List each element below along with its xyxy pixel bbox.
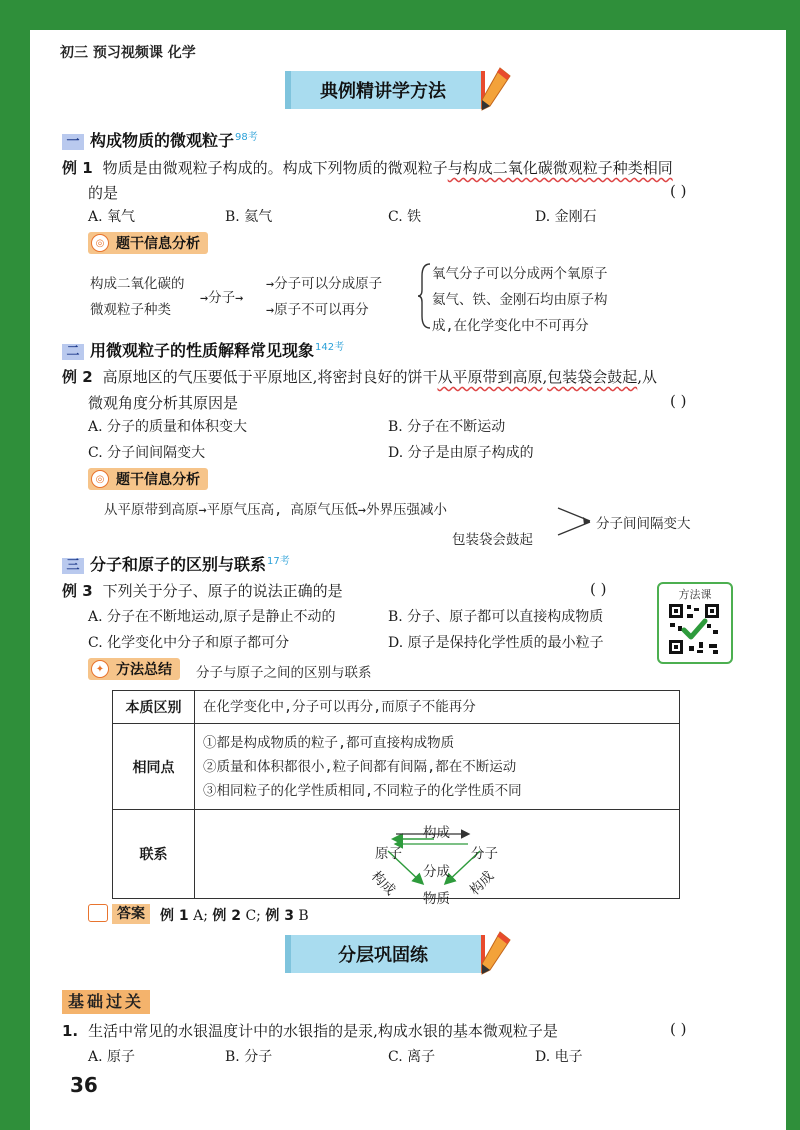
thumbs-up-icon: ✦ [91, 660, 109, 678]
page-border-right [786, 0, 800, 1130]
analysis-start-2: 微观粒子种类 [90, 302, 171, 318]
answer-key: 例 1 A; 例 2 C; 例 3 B [160, 908, 309, 924]
list-item: ①都是构成物质的粒子,都可直接构成物质 [203, 734, 455, 751]
option-b: B. 氦气 [225, 209, 273, 225]
section-banner-examples [285, 71, 485, 109]
diagram-label-right: 构成 [466, 868, 498, 899]
banner-title: 分层巩固练 [338, 945, 428, 966]
method-summary-desc: 分子与原子之间的区别与联系 [196, 665, 372, 681]
table-cell: 在化学变化中,分子可以再分,而原子不能再分 [195, 691, 680, 724]
option-b: B. 分子 [225, 1049, 273, 1065]
table-row-head: 本质区别 [113, 691, 195, 724]
analysis-mid-1: →分子可以分成原子 [266, 276, 383, 292]
merge-arrow-icon [556, 504, 596, 540]
qr-label: 方法课 [678, 588, 712, 601]
qr-code-icon [667, 602, 721, 656]
example-2-line2: 微观角度分析其原因是 [88, 394, 239, 412]
analysis-end-2: 氦气、铁、金刚石均由原子构 [432, 292, 608, 308]
diagram-label-mid: 分成 [423, 864, 450, 880]
option-d: D. 分子是由原子构成的 [388, 445, 534, 461]
magnifier-icon: ◎ [91, 234, 109, 252]
question-1: 1. 生活中常见的水银温度计中的水银指的是汞,构成水银的基本微观粒子是 [62, 1022, 558, 1040]
example-1-line2: 的是 [88, 184, 119, 202]
table-row-head: 联系 [113, 810, 195, 899]
section-1-title: 一 构成物质的微观粒子$^{98考}$ [62, 128, 258, 151]
diagram-label-left: 构成 [367, 868, 399, 899]
qr-code-card[interactable] [657, 582, 733, 664]
page-border-top [0, 0, 800, 30]
exam-count: 142考 [315, 342, 345, 353]
list-item: ③相同粒子的化学性质相同,不同粒子的化学性质不同 [203, 782, 522, 799]
section-3-title: 三 分子和原子的区别与联系$^{17考}$ [62, 552, 290, 575]
table-row-head: 相同点 [113, 724, 195, 810]
list-item: ②质量和体积都很小,粒子间都有间隔,都在不断运动 [203, 758, 517, 775]
option-a: A. 氧气 [88, 209, 136, 225]
option-c: C. 分子间间隔变大 [88, 445, 206, 461]
relationship-diagram-cell [195, 810, 680, 907]
option-a: A. 分子在不断地运动,原子是静止不动的 [88, 609, 336, 625]
diagram-node-matter: 物质 [423, 891, 450, 907]
section-number: 三 [62, 558, 84, 574]
option-a: A. 分子的质量和体积变大 [88, 419, 248, 435]
option-d: D. 金刚石 [535, 209, 597, 225]
analysis-end-1: 氧气分子可以分成两个氧原子 [432, 266, 608, 282]
section-number: 二 [62, 344, 84, 360]
option-a: A. 原子 [88, 1049, 136, 1065]
diagram-node-molecule: 分子 [471, 846, 498, 862]
table-cell [195, 724, 680, 810]
exam-count: 17考 [267, 556, 290, 567]
option-d: D. 原子是保持化学性质的最小粒子 [388, 635, 604, 651]
option-d: D. 电子 [535, 1049, 583, 1065]
answer-blank: ( ) [670, 392, 687, 410]
book-title: 初三 预习视频课 化学 [60, 45, 196, 61]
magnifier-icon: ◎ [91, 470, 109, 488]
section-2-title: 二 用微观粒子的性质解释常见现象$^{142考}$ [62, 338, 344, 361]
diagram-node-atom: 原子 [375, 846, 402, 862]
option-b: B. 分子在不断运动 [388, 419, 506, 435]
analysis-tag: ◎ 题干信息分析 [88, 232, 208, 254]
section-number: 一 [62, 134, 84, 150]
analysis-arrow-mid: →分子→ [200, 290, 244, 306]
example-1-line1: 例 1 物质是由微观粒子构成的。构成下列物质的微观粒子与构成二氧化碳微观粒子种类相同 [62, 159, 673, 177]
analysis-tag: ◎ 题干信息分析 [88, 468, 208, 490]
calendar-icon [88, 904, 108, 922]
page-border-left [0, 0, 30, 1130]
molecule-atom-comparison-table [112, 690, 680, 907]
analysis-end-3: 成,在化学变化中不可再分 [432, 318, 589, 334]
answer-blank: ( ) [590, 580, 607, 598]
analysis-start-1: 构成二氧化碳的 [90, 276, 185, 292]
pencil-icon [478, 930, 514, 976]
answer-blank: ( ) [670, 1020, 687, 1038]
exam-count: 98考 [235, 132, 258, 143]
answer-blank: ( ) [670, 182, 687, 200]
banner-title: 典例精讲学方法 [320, 81, 446, 102]
analysis-mid-2: →原子不可以再分 [266, 302, 369, 318]
analysis-line1: 从平原带到高原→平原气压高, 高原气压低→外界压强减小 [104, 502, 448, 518]
pencil-icon [478, 66, 514, 112]
option-c: C. 铁 [388, 209, 422, 225]
brace-icon [418, 262, 432, 330]
option-c: C. 化学变化中分子和原子都可分 [88, 635, 290, 651]
analysis-result: 分子间间隔变大 [596, 516, 691, 532]
method-summary-tag: ✦ 方法总结 [88, 658, 180, 680]
page-number: 36 [70, 1073, 98, 1097]
answer-tag: 答案 [112, 904, 150, 924]
example-3-line1: 例 3 下列关于分子、原子的说法正确的是 [62, 582, 343, 600]
example-2-line1: 例 2 高原地区的气压要低于平原地区,将密封良好的饼干从平原带到高原,包装袋会鼓起,从 [62, 368, 658, 386]
basic-level-tag: 基础过关 [62, 990, 150, 1014]
option-b: B. 分子、原子都可以直接构成物质 [388, 609, 604, 625]
section-banner-practice [285, 935, 485, 973]
diagram-label-top: 构成 [423, 825, 450, 841]
analysis-line2: 包装袋会鼓起 [452, 532, 533, 548]
option-c: C. 离子 [388, 1049, 436, 1065]
